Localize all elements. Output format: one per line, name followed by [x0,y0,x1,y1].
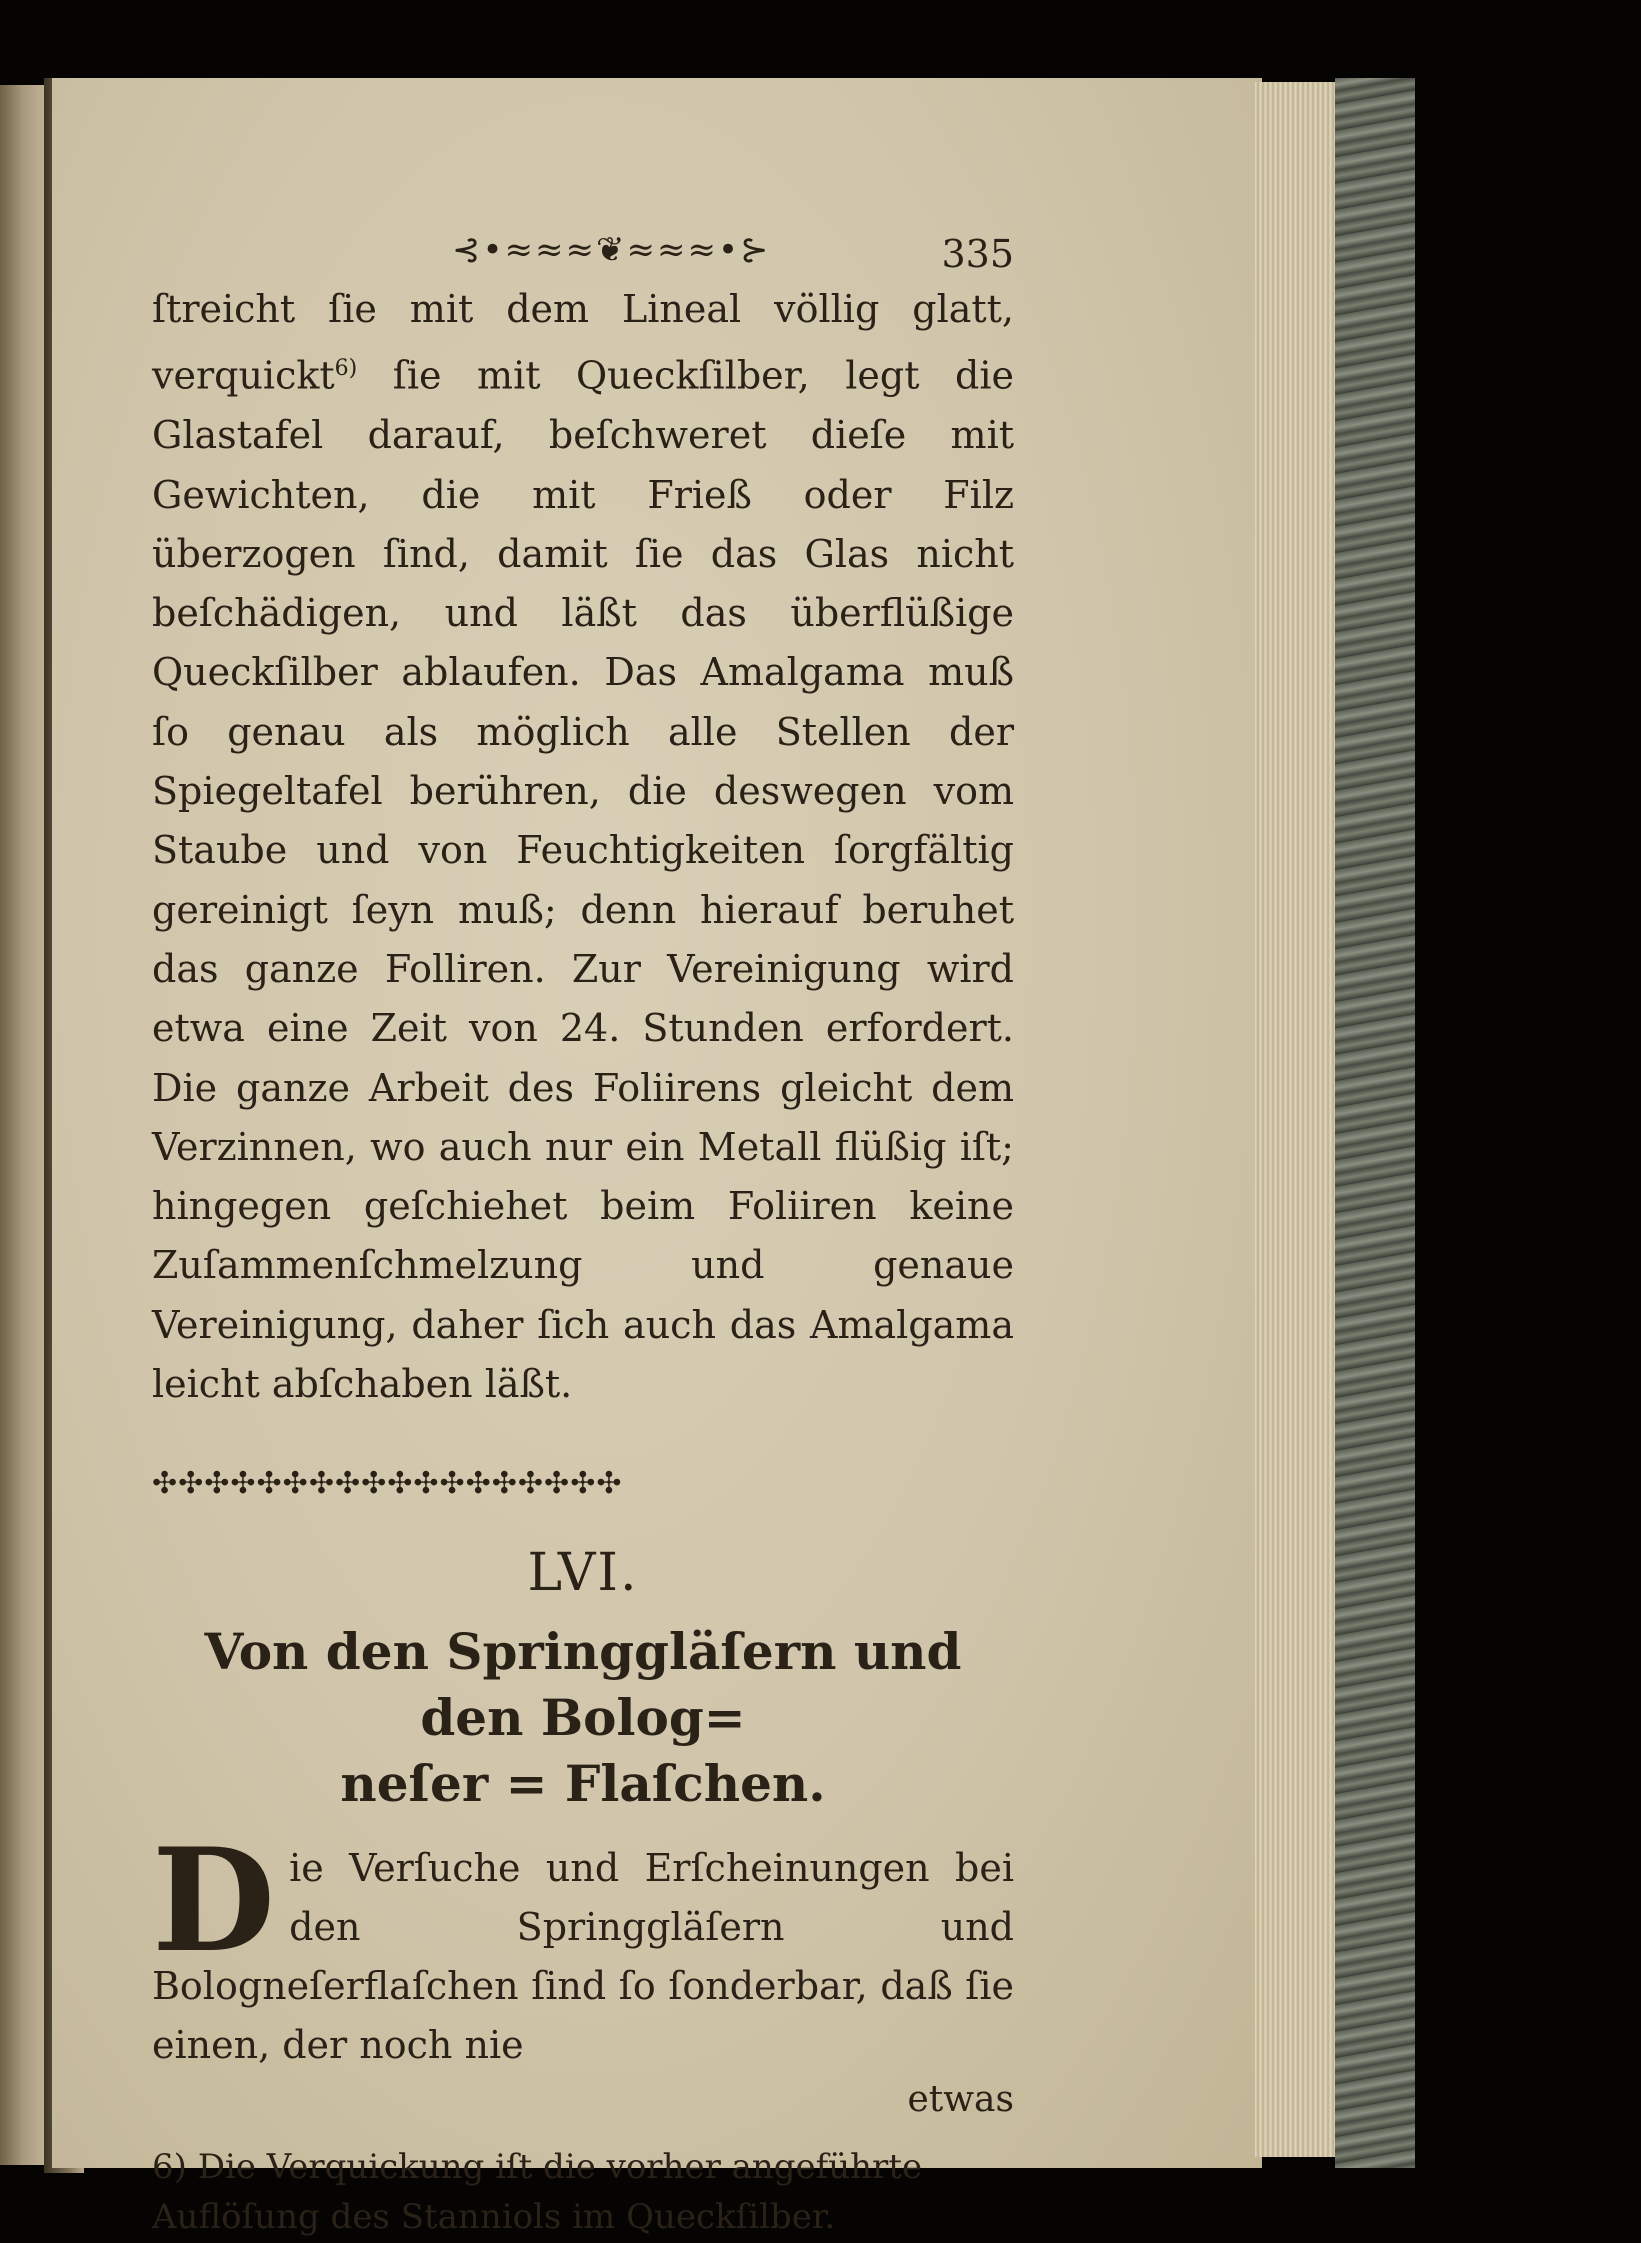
body-text-start: ſtreicht ſie mit dem Lineal völlig glatt, verquickt [152,287,1014,398]
body-text-continued: ſie mit Queckſilber, legt die Glastafel darauf, beſchweret dieſe mit Gewichten, die mit Frieß oder Filz überzogen ſind, damit ſie das Glas nicht beſchädigen, und läßt das überflüßige Queckſilber ablaufen. Das Amalgama muß ſo genau als möglich alle Stellen der Spiegeltafel berühren, die deswegen vom Staube und von Feuchtigkeiten ſorgfältig gereinigt ſeyn muß; denn hierauf beruhet das ganze Folliren. Zur Vereinigung wird etwa eine Zeit von 24. Stunden erfordert. Die ganze Arbeit des Foliirens gleicht dem Verzinnen, wo auch nur ein Metall flüßig iſt; hingegen geſchiehet beim Foliiren keine Zuſammenſchmelzung und genaue Vereinigung, daher ſich auch das Amalgama leicht abſchaben läßt. [152,353,1014,1406]
page-block-edge [1255,82,1335,2157]
background-shadow [1415,70,1641,2243]
footnote-reference: 6) [334,356,358,382]
running-header [152,200,1014,280]
footnote: 6) Die Verquickung iſt die vorher angeführte Auflöſung des Stanniols im Queckſilber. [152,2147,923,2238]
marbled-cover [1335,78,1415,2168]
page-text-block [152,200,1014,2242]
body-paragraph [152,280,1014,1414]
catchword: etwas [907,2079,1014,2121]
chapter-title-line-1: Von den Springgläſern und den Bolog= [204,1622,962,1748]
page-number: 335 [941,232,1014,276]
chapter-title [152,1619,1014,1817]
chapter-body-text: ie Verſuche und Erſcheinungen bei den Springgläſern und Bologneſerflaſchen ſind ſo ſonderbar, daß ſie einen, der noch nie [152,1846,1014,2068]
chapter-number: LVI. [527,1543,639,1604]
section-divider-ornament: ✣✣✣✣✣✣✣✣✣✣✣✣✣✣✣✣✣✣ [152,1466,623,1502]
header-ornament: ⊰•≈≈≈❦≈≈≈•⊱ [452,230,771,270]
drop-cap: D [152,1818,276,1985]
chapter-body [152,1818,1014,2075]
chapter-title-line-2: neſer = Flaſchen. [340,1754,826,1814]
